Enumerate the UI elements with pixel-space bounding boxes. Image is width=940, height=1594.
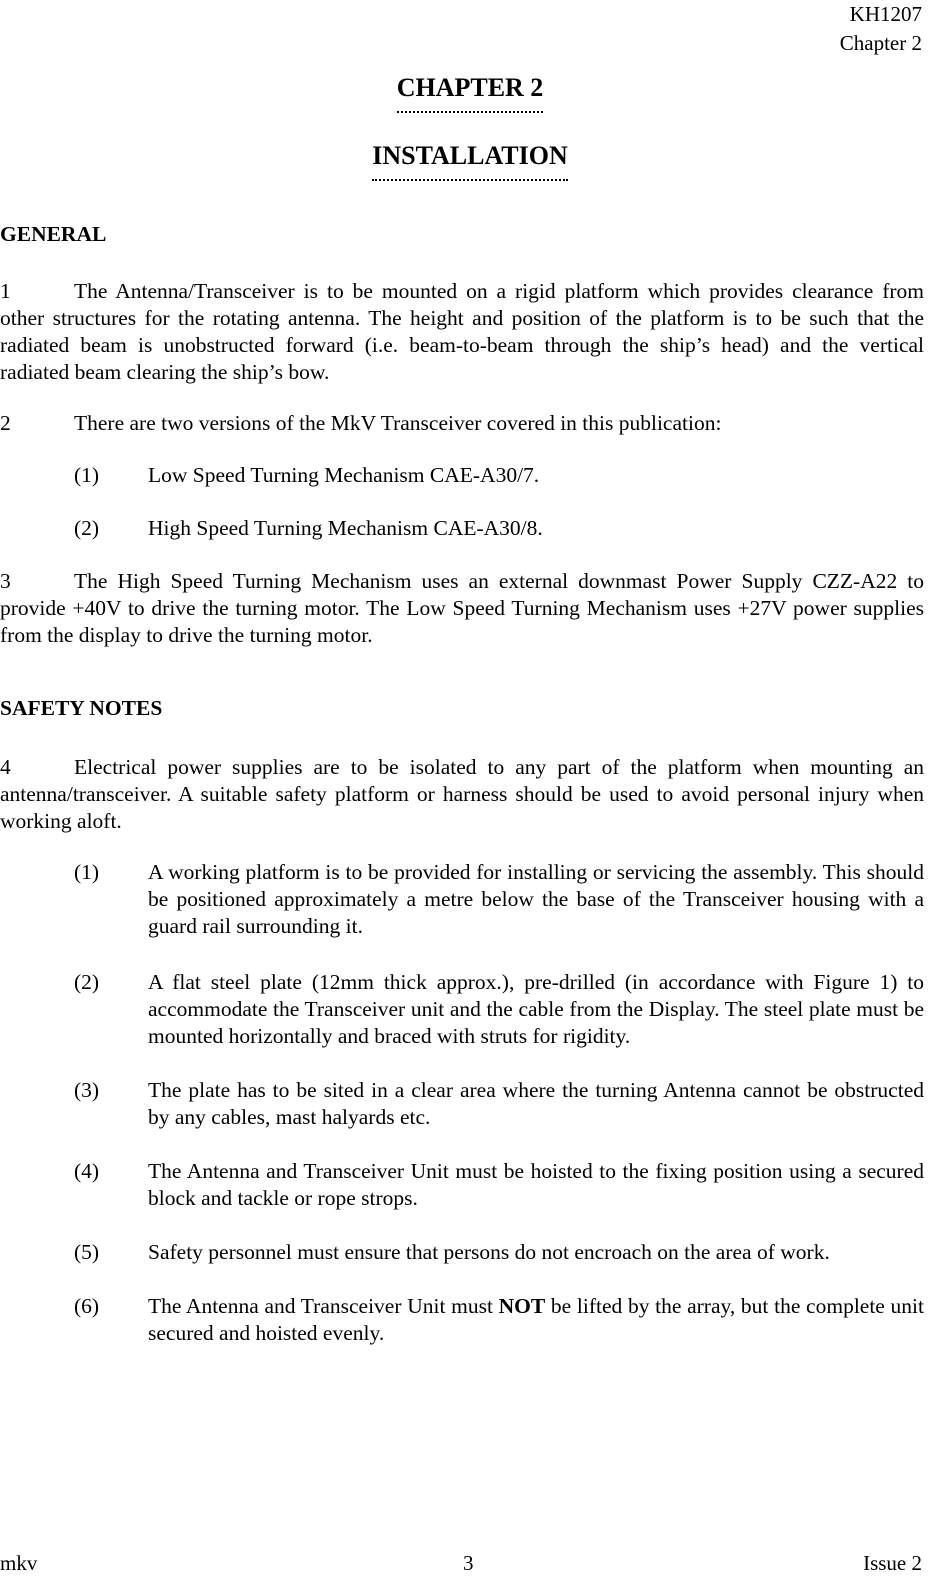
list-item — [74, 1158, 924, 1212]
safety-notes-heading: SAFETY NOTES — [0, 696, 163, 720]
section-title: INSTALLATION — [0, 141, 940, 181]
list-item — [74, 1239, 924, 1266]
list-item — [74, 462, 924, 489]
chapter-reference: Chapter 2 — [839, 31, 922, 55]
paragraph-number: 4 — [0, 755, 11, 779]
list-item — [74, 1293, 924, 1347]
paragraph-3 — [0, 568, 924, 649]
list-item — [74, 859, 924, 940]
footer-issue: Issue 2 — [863, 1551, 922, 1575]
paragraph-number: 1 — [0, 279, 11, 303]
item-text: High Speed Turning Mechanism CAE-A30/8. — [148, 516, 543, 540]
document-reference: KH1207 — [849, 2, 922, 26]
general-heading: GENERAL — [0, 222, 107, 246]
paragraph-number: 3 — [0, 569, 11, 593]
emphasis-not: NOT — [498, 1294, 546, 1318]
item-number: (1) — [74, 860, 100, 884]
item-text: Low Speed Turning Mechanism CAE-A30/7. — [148, 463, 540, 487]
item-text: The plate has to be sited in a clear area where the turning Antenna cannot be obstructed by any cables, mast halyards etc. — [148, 1078, 924, 1129]
paragraph-text: The High Speed Turning Mechanism uses an external downmast Power Supply CZZ-A22 to provide +40V to drive the turning motor. The Low Speed Turning Mechanism uses +27V power supplies from the display to drive the turning motor. — [0, 569, 924, 647]
list-item — [74, 515, 924, 542]
list-item — [74, 1077, 924, 1131]
page-number: 3 — [463, 1551, 474, 1575]
item-text: Safety personnel must ensure that persons do not encroach on the area of work. — [148, 1240, 830, 1264]
item-text: A working platform is to be provided for installing or servicing the assembly. This should be positioned approximately a metre below the base of the Transceiver housing with a guard rail surrounding it. — [148, 860, 924, 938]
paragraph-text: Electrical power supplies are to be isolated to any part of the platform when mounting an antenna/transceiver. A suitable safety platform or harness should be used to avoid personal injury when working aloft. — [0, 755, 924, 833]
paragraph-2 — [0, 410, 924, 437]
page-header — [840, 0, 922, 58]
item-number: (3) — [74, 1078, 100, 1102]
paragraph-number: 2 — [0, 411, 11, 435]
footer-left: mkv — [0, 1551, 38, 1575]
paragraph-4 — [0, 754, 924, 835]
item-text: A flat steel plate (12mm thick approx.), pre-drilled (in accordance with Figure 1) to accommodate the Transceiver unit and the cable from the Display. The steel plate must be mounted horizontally and braced with struts for rigidity. — [148, 970, 924, 1048]
chapter-title: CHAPTER 2 — [0, 73, 940, 113]
item-text: The Antenna and Transceiver Unit must be hoisted to the fixing position using a secured block and tackle or rope strops. — [148, 1159, 924, 1210]
list-item — [74, 969, 924, 1050]
item-text: The Antenna and Transceiver Unit must NOT be lifted by the array, but the complete unit secured and hoisted evenly. — [148, 1294, 924, 1345]
item-number: (2) — [74, 516, 100, 540]
item-number: (4) — [74, 1159, 100, 1183]
paragraph-1 — [0, 278, 924, 386]
paragraph-text: The Antenna/Transceiver is to be mounted on a rigid platform which provides clearance from other structures for the rotating antenna. The height and position of the platform is to be such that the radiated beam is unobstructed forward (i.e. beam-to-beam through the ship’s head) and the vertical radiated beam clearing the ship’s bow. — [0, 279, 924, 384]
paragraph-text: There are two versions of the MkV Transceiver covered in this publication: — [74, 411, 722, 435]
item-number: (1) — [74, 463, 100, 487]
item-number: (2) — [74, 970, 100, 994]
item-number: (6) — [74, 1294, 100, 1318]
item-number: (5) — [74, 1240, 100, 1264]
